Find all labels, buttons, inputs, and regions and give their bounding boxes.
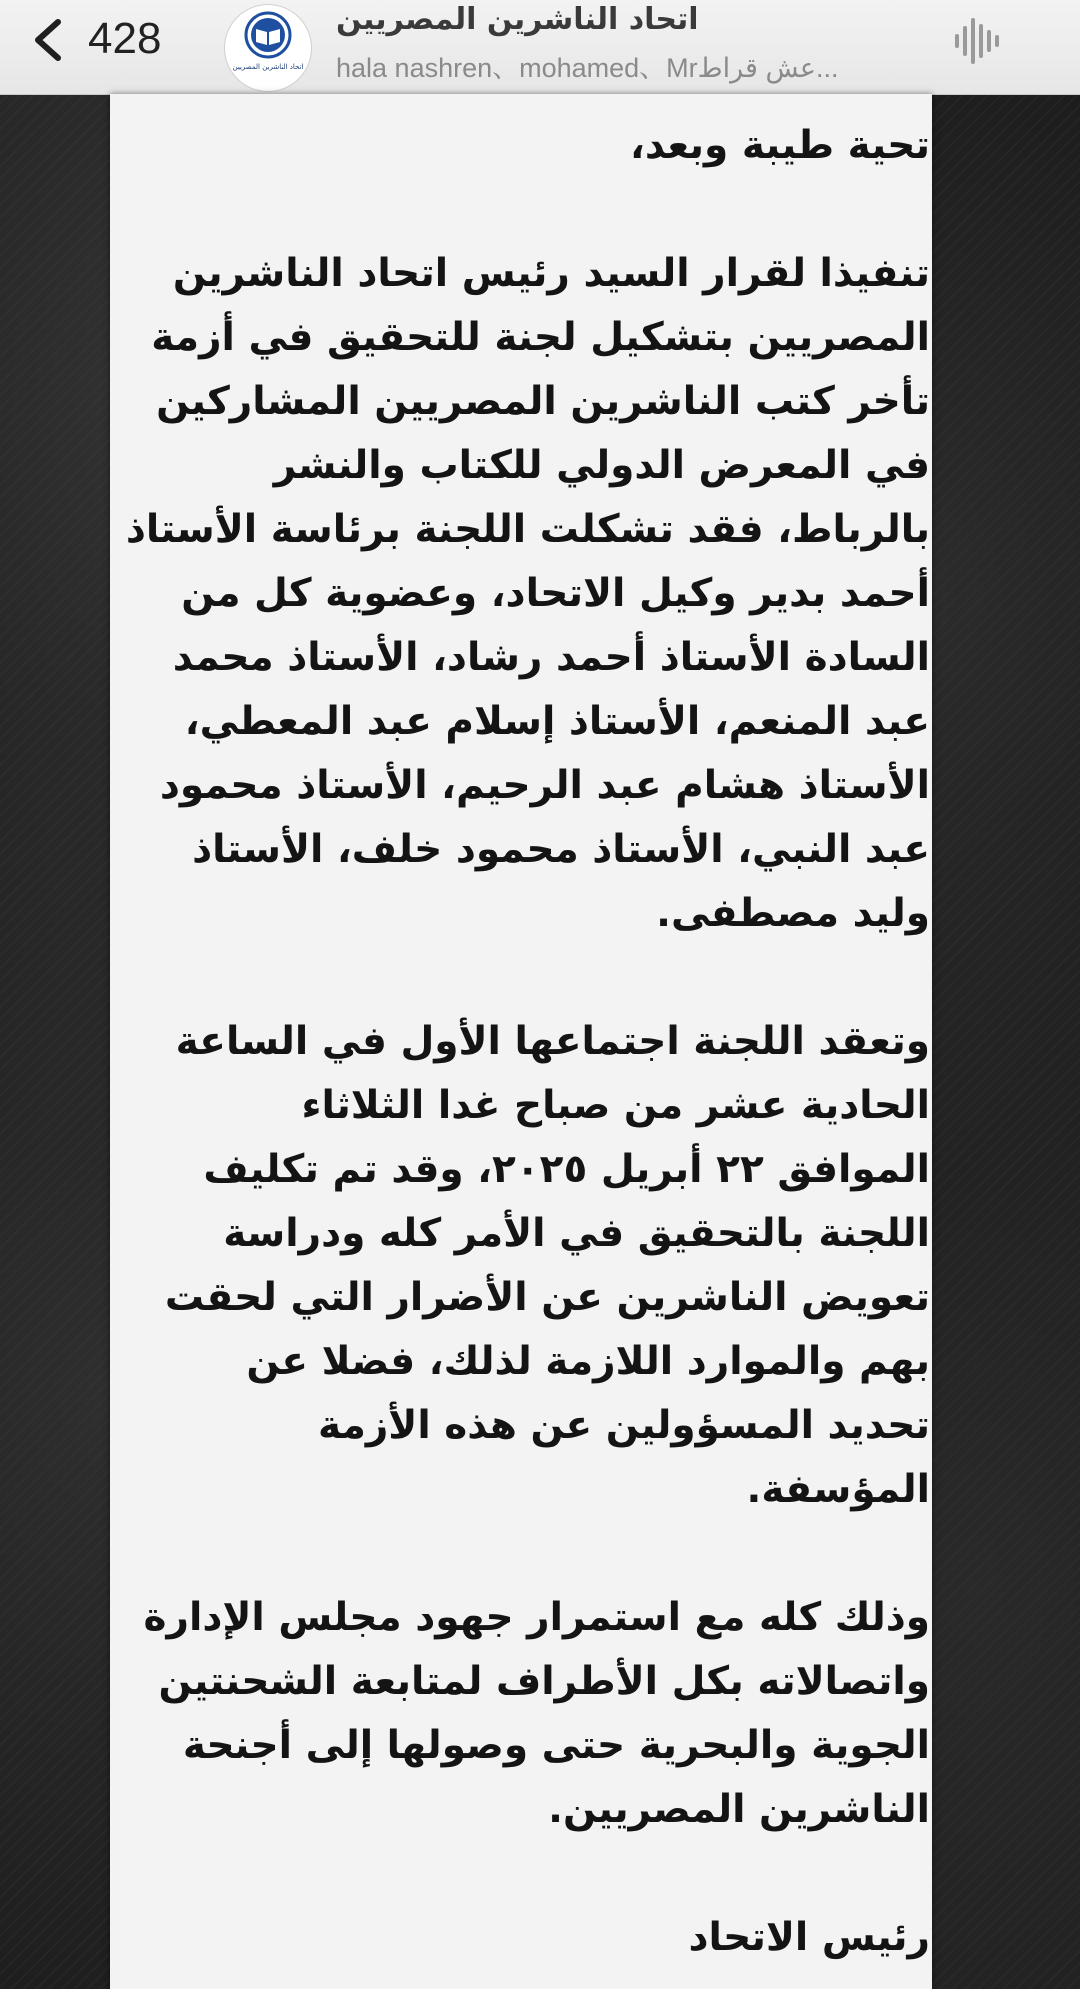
chat-header: [0, 0, 1080, 95]
logo-caption: اتحاد الناشرين المصريين: [232, 63, 304, 71]
text-line: واتصالاته بكل الأطراف لمتابعة الشحنتين: [158, 1659, 930, 1704]
letter-greeting: [130, 94, 930, 178]
unread-count[interactable]: 428: [88, 14, 162, 63]
text-line: اللجنة بالتحقيق في الأمر كله ودراسة: [223, 1211, 930, 1256]
text-line: تنفيذا لقرار السيد رئيس اتحاد الناشرين: [172, 251, 930, 296]
text-line: وتعقد اللجنة اجتماعها الأول في الساعة: [175, 1019, 930, 1064]
text-line: الموافق ٢٢ أبريل ٢٠٢٥، وقد تم تكليف: [203, 1147, 930, 1192]
text-line: الجوية والبحرية حتى وصولها إلى أجنحة: [182, 1723, 930, 1768]
text-line: الحادية عشر من صباح غدا الثلاثاء: [301, 1083, 930, 1128]
text-line: تأخر كتب الناشرين المصريين المشاركين: [156, 379, 930, 424]
document-image[interactable]: [110, 94, 932, 1989]
text-line: بهم والموارد اللازمة لذلك، فضلا عن: [246, 1339, 930, 1384]
text-line: رئيس الاتحاد: [688, 1915, 930, 1960]
text-line: وليد مصطفى.: [656, 891, 930, 936]
letter-body: [125, 94, 930, 1970]
text-line: الأستاذ هشام عبد الرحيم، الأستاذ محمود: [159, 763, 930, 808]
letter-paragraph-1: [125, 242, 930, 946]
chevron-left-icon[interactable]: [26, 16, 74, 64]
text-line: المؤسفة.: [746, 1467, 930, 1512]
text-line: أحمد بدير وكيل الاتحاد، وعضوية كل من: [181, 571, 930, 616]
text-line: الناشرين المصريين.: [548, 1787, 930, 1832]
chat-title[interactable]: اتحاد الناشرين المصريين: [336, 2, 699, 37]
text-line: تحديد المسؤولين عن هذه الأزمة: [318, 1403, 930, 1448]
text-line: السادة الأستاذ أحمد رشاد، الأستاذ محمد: [172, 635, 930, 680]
letter-paragraph-3: [130, 1586, 930, 1842]
text-line: عبد النبي، الأستاذ محمود خلف، الأستاذ: [192, 827, 930, 872]
letter-paragraph-2: [130, 1010, 930, 1522]
text-line: عبد المنعم، الأستاذ إسلام عبد المعطي،: [184, 699, 930, 744]
text-line: في المعرض الدولي للكتاب والنشر: [273, 443, 930, 488]
text-line: وذلك كله مع استمرار جهود مجلس الإدارة: [143, 1595, 930, 1640]
letter-signature: [130, 1906, 930, 1970]
waveform-icon[interactable]: [952, 16, 1002, 66]
avatar[interactable]: [224, 4, 312, 92]
book-logo-icon: [225, 5, 311, 91]
text-line: بالرباط، فقد تشكلت اللجنة برئاسة الأستاذ: [125, 507, 930, 552]
text-line: تعويض الناشرين عن الأضرار التي لحقت: [164, 1275, 930, 1320]
text-line: تحية طيبة وبعد،: [630, 123, 930, 168]
text-line: المصريين بتشكيل لجنة للتحقيق في أزمة: [151, 315, 930, 360]
chat-members[interactable]: hala nashren、mohamed、Mrعش قراط...: [336, 53, 839, 83]
